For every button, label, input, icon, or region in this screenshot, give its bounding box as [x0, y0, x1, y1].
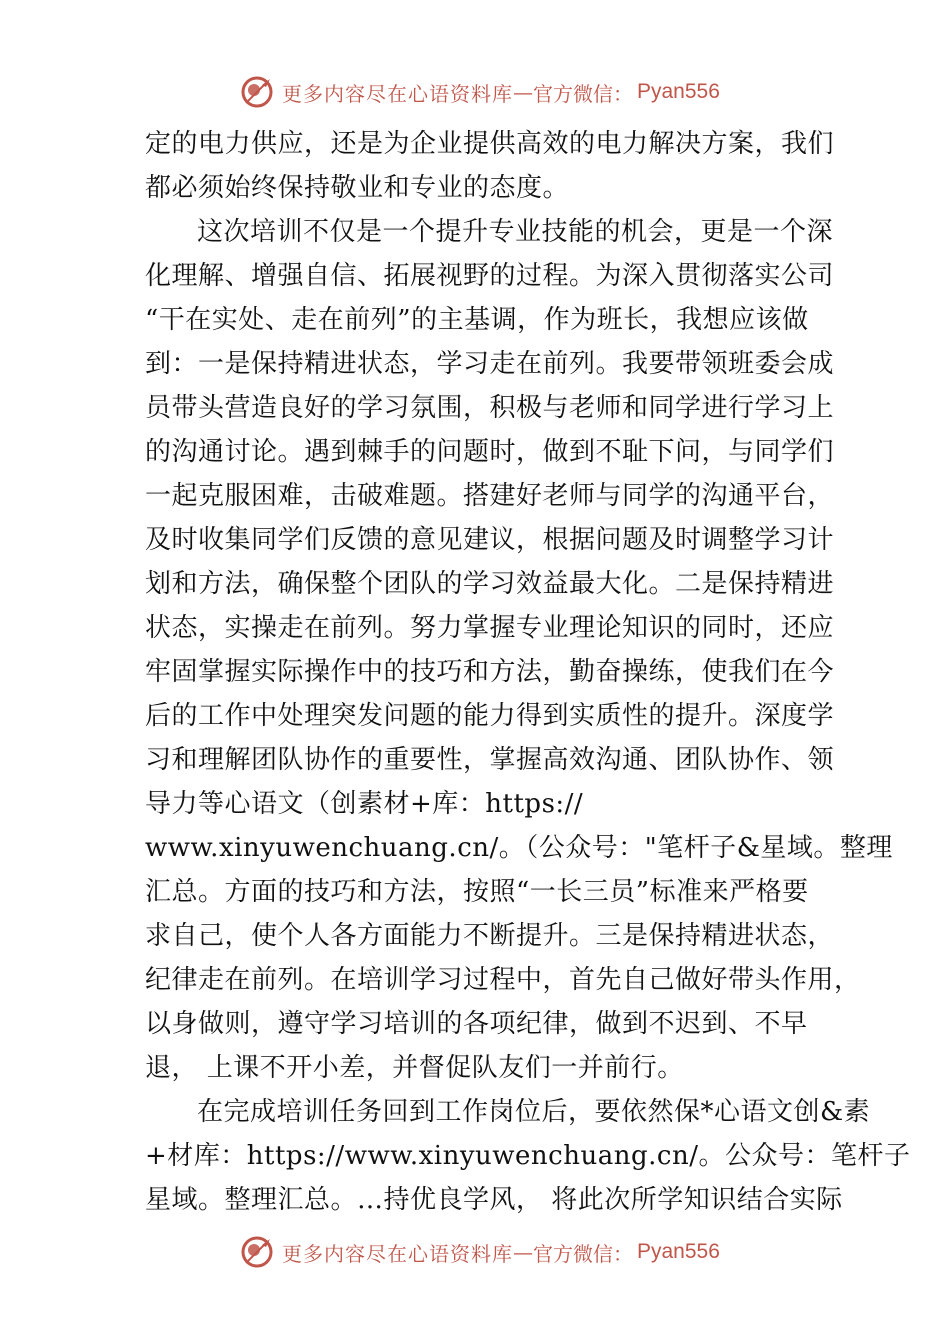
text-line: 都必须始终保持敬业和专业的态度。 — [145, 173, 570, 203]
banner-wechat-id: Pyan556 — [637, 80, 720, 103]
banner-wechat-label: 官方微信： — [533, 81, 633, 106]
text-line: 这次培训不仅是一个提升专业技能的机会，更是一个深 — [197, 217, 834, 247]
text-line: 到：一是保持精进状态，学习走在前列。我要带领班委会成 — [145, 349, 835, 379]
header-banner — [240, 70, 720, 114]
text-line: www.xinyuwenchuang.cn/。（公众号："笔杆子&星域。整理 — [145, 833, 893, 863]
banner-separator: — — [513, 80, 533, 104]
banner-brand-text: 更多内容尽在心语资料库 — [282, 1241, 513, 1266]
text-line: 后的工作中处理突发问题的能力得到实质性的提升。深度学 — [145, 701, 835, 731]
text-line: 及时收集同学们反馈的意见建议，根据问题及时调整学习计 — [145, 525, 835, 555]
text-line: 退， 上课不开小差，并督促队友们一并前行。 — [145, 1053, 684, 1083]
text-line: +材库：https://www.xinyuwenchuang.cn/。公众号：笔杆子 — [145, 1141, 911, 1171]
text-line: 在完成培训任务回到工作岗位后，要依然保*心语文创&素 — [197, 1097, 871, 1127]
text-line: 求自己，使个人各方面能力不断提升。三是保持精进状态， — [145, 921, 835, 951]
document-body — [145, 122, 911, 1222]
text-line: 以身做则，遵守学习培训的各项纪律，做到不迟到、不早 — [145, 1009, 808, 1039]
text-line: 一起克服困难，击破难题。搭建好老师与同学的沟通平台， — [145, 481, 835, 511]
text-line: 导力等心语文（创素材+库：https:// — [145, 789, 584, 819]
text-line: “干在实处、走在前列”的主基调，作为班长，我想应该做 — [145, 305, 809, 335]
text-line: 员带头营造良好的学习氛围，积极与老师和同学进行学习上 — [145, 393, 835, 423]
banner-separator: — — [513, 1240, 533, 1264]
text-line: 习和理解团队协作的重要性，掌握高效沟通、团队协作、领 — [145, 745, 835, 775]
brand-logo-icon — [240, 75, 274, 109]
banner-brand-text: 更多内容尽在心语资料库 — [282, 81, 513, 106]
brand-logo-icon — [240, 1235, 274, 1269]
footer-banner — [240, 1230, 720, 1274]
banner-wechat-id: Pyan556 — [637, 1240, 720, 1263]
text-line: 汇总。方面的技巧和方法，按照“一长三员”标准来严格要 — [145, 877, 809, 907]
text-line: 星域。整理汇总。…持优良学风， 将此次所学知识结合实际 — [145, 1185, 843, 1215]
text-line: 划和方法，确保整个团队的学习效益最大化。二是保持精进 — [145, 569, 835, 599]
banner-wechat-label: 官方微信： — [533, 1241, 633, 1266]
text-line: 纪律走在前列。在培训学习过程中，首先自己做好带头作用， — [145, 965, 861, 995]
text-line: 的沟通讨论。遇到棘手的问题时，做到不耻下问，与同学们 — [145, 437, 835, 467]
text-line: 牢固掌握实际操作中的技巧和方法，勤奋操练，使我们在今 — [145, 657, 835, 687]
text-line: 状态，实操走在前列。努力掌握专业理论知识的同时，还应 — [145, 613, 835, 643]
text-line: 定的电力供应，还是为企业提供高效的电力解决方案，我们 — [145, 129, 835, 159]
text-line: 化理解、增强自信、拓展视野的过程。为深入贯彻落实公司 — [145, 261, 835, 291]
